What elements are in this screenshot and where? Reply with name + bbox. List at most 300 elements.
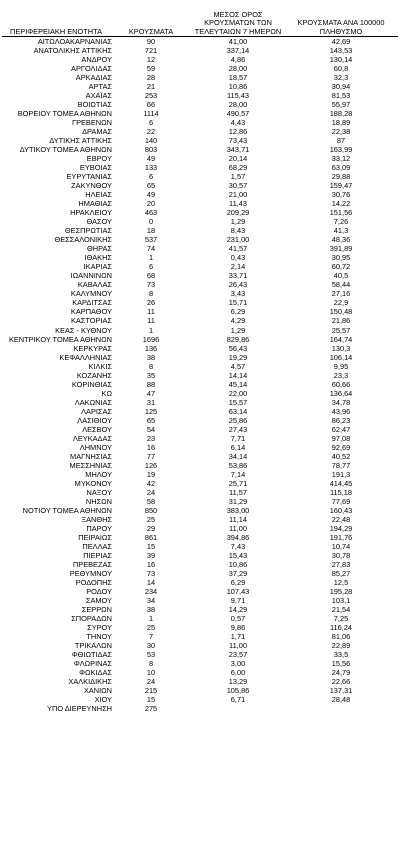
cases-cell: 26 (146, 298, 156, 308)
region-cell: ΚΑΣΤΟΡΙΑΣ (70, 316, 112, 326)
seven-day-average-cell: 28,00 (228, 100, 248, 110)
seven-day-average-cell: 9,86 (230, 623, 246, 633)
cases-cell: 38 (146, 352, 156, 362)
cases-cell: 68 (146, 271, 156, 281)
cases-cell: 19 (146, 469, 156, 479)
table-row (0, 163, 405, 172)
region-cell: ΑΙΤΩΛΟΑΚΑΡΝΑΝΙΑΣ (37, 37, 112, 46)
region-cell: ΛΕΥΚΑΔΑΣ (72, 433, 112, 443)
table-row (0, 82, 405, 91)
seven-day-average-cell: 56,43 (228, 343, 248, 353)
region-cell: ΚΕΑΣ - ΚΥΘΝΟΥ (55, 325, 112, 335)
per-100k-cell: 30,95 (331, 253, 351, 263)
per-100k-cell: 32,3 (333, 73, 349, 83)
cases-cell: 803 (144, 145, 158, 155)
region-cell: ΗΜΑΘΙΑΣ (78, 199, 112, 209)
per-100k-cell: 191,76 (329, 532, 353, 542)
cases-cell: 73 (146, 280, 156, 290)
table-row (0, 389, 405, 398)
seven-day-average-cell: 829,86 (226, 334, 250, 344)
cases-cell: 12 (146, 55, 156, 65)
table-row (0, 136, 405, 145)
region-cell: ΝΟΤΙΟΥ ΤΟΜΕΑ ΑΘΗΝΩΝ (22, 505, 112, 515)
cases-cell: 74 (146, 244, 156, 254)
region-cell: ΒΟΙΩΤΙΑΣ (77, 100, 112, 110)
cases-cell: 1 (148, 325, 154, 335)
table-row (0, 380, 405, 389)
region-cell: ΛΑΚΩΝΙΑΣ (74, 397, 112, 407)
cases-cell: 1696 (142, 334, 160, 344)
region-cell: ΝΑΞΟΥ (86, 487, 112, 497)
table-row (0, 362, 405, 371)
cases-cell: 16 (146, 442, 156, 452)
region-cell: ΦΩΚΙΔΑΣ (79, 668, 112, 678)
table-row (0, 118, 405, 127)
per-100k-cell: 81,53 (331, 91, 351, 101)
seven-day-average-cell: 337,14 (226, 46, 250, 56)
region-cell: ΕΒΡΟΥ (86, 154, 112, 164)
table-row (0, 208, 405, 217)
seven-day-average-cell: 11,00 (229, 641, 247, 651)
cases-cell: 1 (148, 253, 154, 263)
region-cell: ΚΙΛΚΙΣ (88, 361, 112, 371)
seven-day-average-cell: 12,86 (228, 127, 248, 137)
cases-cell: 38 (146, 604, 156, 614)
table-row (0, 488, 405, 497)
table-row (0, 154, 405, 163)
seven-day-average-cell: 26,43 (228, 280, 248, 290)
cases-cell: 25 (146, 623, 156, 633)
per-100k-cell (286, 704, 396, 713)
region-cell: ΠΡΕΒΕΖΑΣ (72, 559, 112, 569)
per-100k-cell: 30,94 (331, 82, 351, 92)
table-row (0, 316, 405, 325)
seven-day-average-cell: 490,57 (226, 109, 250, 119)
seven-day-average-cell: 4,29 (230, 316, 246, 326)
region-cell: ΧΑΝΙΩΝ (83, 686, 112, 696)
per-100k-cell: 40,5 (333, 271, 349, 281)
table-row (0, 614, 405, 623)
region-cell: ΒΟΡΕΙΟΥ ΤΟΜΕΑ ΑΘΗΝΩΝ (17, 109, 112, 119)
region-cell: ΦΘΙΩΤΙΔΑΣ (71, 650, 112, 660)
seven-day-average-cell: 13,29 (228, 677, 248, 687)
seven-day-average-cell: 20,14 (228, 154, 248, 164)
seven-day-average-cell: 105,86 (226, 686, 250, 696)
region-cell: ΚΩ (101, 388, 112, 398)
seven-day-average-cell: 41,00 (228, 37, 248, 46)
seven-day-average-cell: 7,14 (230, 469, 246, 479)
cases-cell: 1114 (143, 109, 159, 119)
cases-cell: 29 (146, 523, 156, 533)
region-cell: ΕΥΡΥΤΑΝΙΑΣ (66, 172, 112, 182)
region-cell: ΛΑΡΙΣΑΣ (81, 406, 112, 416)
region-cell: ΚΕΝΤΡΙΚΟΥ ΤΟΜΕΑ ΑΘΗΝΩΝ (8, 334, 112, 344)
table-row (0, 199, 405, 208)
table-row (0, 398, 405, 407)
per-100k-cell: 137,31 (329, 686, 353, 696)
per-100k-cell: 103,1 (331, 595, 351, 605)
region-cell: ΡΟΔΟΠΗΣ (75, 577, 112, 587)
seven-day-average-cell: 45,14 (228, 379, 248, 389)
table-row (0, 244, 405, 253)
table-row (0, 172, 405, 181)
table-row (0, 181, 405, 190)
cases-cell: 215 (144, 686, 158, 696)
header-region: ΠΕΡΙΦΕΡΕΙΑΚΗ ΕΝΟΤΗΤΑ (10, 27, 102, 36)
seven-day-average-cell: 7,43 (230, 541, 246, 551)
region-cell: ΠΙΕΡΙΑΣ (83, 550, 112, 560)
per-100k-cell: 34,78 (331, 397, 351, 407)
seven-day-average-cell: 28,00 (228, 64, 248, 74)
seven-day-average-cell: 25,86 (228, 415, 248, 425)
region-cell: ΑΡΤΑΣ (88, 82, 112, 92)
seven-day-average-cell: 8,43 (230, 226, 246, 236)
cases-cell: 14 (146, 577, 156, 587)
cases-cell: 16 (146, 559, 156, 569)
seven-day-average-cell: 343,71 (226, 145, 250, 155)
cases-cell: 234 (144, 586, 158, 596)
cases-cell: 21 (146, 82, 156, 92)
cases-cell: 49 (146, 190, 156, 200)
cases-cell: 25 (146, 514, 156, 524)
region-cell: ΑΡΓΟΛΙΔΑΣ (71, 64, 112, 74)
region-cell: ΑΝΑΤΟΛΙΚΗΣ ΑΤΤΙΚΗΣ (33, 46, 112, 56)
seven-day-average-cell: 19,29 (228, 352, 248, 362)
table-row (0, 262, 405, 271)
region-cell: ΚΕΦΑΛΛΗΝΙΑΣ (59, 352, 112, 362)
table-row (0, 289, 405, 298)
table-row (0, 127, 405, 136)
header-avg-line2: ΚΡΟΥΣΜΑΤΩΝ ΤΩΝ (204, 18, 272, 28)
region-cell: ΓΡΕΒΕΝΩΝ (72, 118, 112, 128)
seven-day-average-cell: 10,86 (228, 559, 248, 569)
per-100k-cell: 150,48 (329, 307, 353, 317)
per-100k-cell: 63,09 (331, 163, 351, 173)
cases-cell: 7 (148, 632, 154, 642)
cases-cell: 850 (144, 505, 158, 515)
region-cell: ΠΕΙΡΑΙΩΣ (78, 532, 112, 542)
per-100k-cell: 42,69 (331, 37, 351, 46)
seven-day-average-cell: 3,00 (230, 659, 246, 669)
cases-cell: 28 (146, 73, 156, 83)
seven-day-average-cell: 33,71 (228, 271, 248, 281)
seven-day-average-cell: 6,00 (230, 668, 246, 678)
cases-cell: 34 (146, 595, 156, 605)
per-100k-cell: 194,29 (329, 523, 353, 533)
cases-cell: 65 (146, 181, 156, 191)
seven-day-average-cell: 18,57 (228, 73, 248, 83)
cases-cell: 1 (148, 614, 154, 623)
region-cell: ΣΥΡΟΥ (87, 623, 112, 633)
region-cell: ΠΑΡΟΥ (86, 523, 112, 533)
seven-day-average-cell: 0,43 (230, 253, 246, 263)
cases-cell: 88 (146, 379, 156, 389)
table-row (0, 533, 405, 542)
cases-cell: 59 (146, 64, 156, 74)
region-cell: ΗΛΕΙΑΣ (85, 190, 112, 200)
per-100k-cell: 87 (336, 136, 346, 146)
per-100k-cell: 18,89 (331, 118, 351, 128)
seven-day-average-cell: 1,71 (230, 632, 246, 642)
region-cell: ΣΑΜΟΥ (85, 595, 112, 605)
header-per100k-line1: ΚΡΟΥΣΜΑΤΑ ΑΝΑ 100000 (297, 18, 385, 28)
table-row (0, 100, 405, 109)
table-row (0, 371, 405, 380)
cases-cell: 11 (147, 316, 155, 326)
cases-cell: 53 (146, 650, 156, 660)
region-cell: ΝΗΣΩΝ (85, 496, 112, 506)
table-row (0, 551, 405, 560)
region-cell: ΡΟΔΟΥ (86, 586, 112, 596)
seven-day-average-cell: 394,86 (226, 532, 250, 542)
table-row (0, 407, 405, 416)
cases-cell: 20 (146, 199, 156, 209)
per-100k-cell: 97,08 (331, 433, 351, 443)
table-row (0, 668, 405, 677)
per-100k-cell: 92,69 (331, 442, 351, 452)
table-row (0, 226, 405, 235)
seven-day-average-cell: 15,57 (228, 397, 248, 407)
region-cell: ΠΕΛΛΑΣ (82, 541, 112, 551)
seven-day-average-cell: 73,43 (228, 136, 248, 146)
per-100k-cell: 25,57 (331, 325, 351, 335)
cases-cell: 721 (144, 46, 158, 56)
cases-cell: 47 (146, 388, 156, 398)
per-100k-cell: 55,97 (331, 100, 351, 110)
cases-cell: 11 (147, 307, 155, 317)
cases-cell: 66 (146, 100, 156, 110)
cases-cell: 24 (146, 677, 156, 687)
seven-day-average-cell: 0,57 (230, 614, 246, 623)
region-cell: ΛΗΜΝΟΥ (79, 442, 112, 452)
seven-day-average-cell: 14,14 (228, 370, 248, 380)
region-cell: ΘΕΣΣΑΛΟΝΙΚΗΣ (54, 235, 112, 245)
cases-cell: 8 (148, 659, 154, 669)
seven-day-average-cell: 6,14 (230, 442, 246, 452)
per-100k-cell: 160,43 (329, 505, 353, 515)
table-row (0, 425, 405, 434)
table-row (0, 506, 405, 515)
cases-cell: 125 (144, 406, 158, 416)
cases-cell: 22 (146, 127, 156, 137)
region-cell: ΔΡΑΜΑΣ (82, 127, 112, 137)
cases-cell: 463 (144, 208, 158, 218)
seven-day-average-cell: 1,57 (230, 172, 246, 182)
seven-day-average-cell: 68,29 (228, 163, 248, 173)
cases-cell: 30 (146, 641, 156, 651)
per-100k-cell: 151,56 (329, 208, 353, 218)
seven-day-average-cell: 4,57 (230, 361, 246, 371)
table-row (0, 416, 405, 425)
per-100k-cell: 41,3 (333, 226, 349, 236)
header-seven-day-average (190, 11, 286, 36)
per-100k-cell: 130,3 (331, 343, 351, 353)
per-100k-cell: 12,5 (333, 577, 349, 587)
region-cell: ΘΕΣΠΡΩΤΙΑΣ (64, 226, 112, 236)
per-100k-cell: 81,06 (331, 632, 351, 642)
table-row (0, 542, 405, 551)
per-100k-cell: 191,3 (331, 469, 351, 479)
seven-day-average-cell: 53,86 (228, 460, 248, 470)
table-row (0, 55, 405, 64)
header-cases-per-100k (286, 19, 396, 36)
table-row (0, 344, 405, 353)
seven-day-average-cell: 37,29 (228, 568, 248, 578)
per-100k-cell: 33,5 (333, 650, 349, 660)
table-row (0, 298, 405, 307)
table-row (0, 434, 405, 443)
region-cell: ΔΥΤΙΚΟΥ ΤΟΜΕΑ ΑΘΗΝΩΝ (19, 145, 112, 155)
table-row (0, 470, 405, 479)
table-row (0, 235, 405, 244)
per-100k-cell: 7,26 (333, 217, 349, 227)
table-row (0, 64, 405, 73)
table-row (0, 479, 405, 488)
table-header (0, 2, 405, 36)
table-row (0, 641, 405, 650)
table-row (0, 326, 405, 335)
cases-cell: 8 (148, 289, 154, 299)
per-100k-cell: 40,52 (331, 451, 351, 461)
cases-cell: 275 (144, 704, 158, 714)
region-cell: ΦΛΩΡΙΝΑΣ (73, 659, 112, 669)
per-100k-cell: 195,28 (329, 586, 353, 596)
table-row (0, 704, 405, 713)
per-100k-cell: 14,22 (331, 199, 351, 209)
table-row (0, 524, 405, 533)
table-row (0, 497, 405, 506)
region-cell: ΙΘΑΚΗΣ (84, 253, 112, 263)
table-row (0, 307, 405, 316)
table-row (0, 190, 405, 199)
region-cell: ΤΗΝΟΥ (86, 632, 112, 642)
cases-cell: 136 (144, 343, 158, 353)
table-row (0, 605, 405, 614)
per-100k-cell: 159,47 (329, 181, 353, 191)
seven-day-average-cell: 22,00 (228, 388, 248, 398)
cases-cell: 49 (146, 154, 156, 164)
table-row (0, 596, 405, 605)
region-cell: ΙΚΑΡΙΑΣ (83, 262, 112, 272)
cases-cell: 31 (146, 397, 156, 407)
per-100k-cell: 22,66 (331, 677, 351, 687)
seven-day-average-cell: 4,43 (230, 118, 246, 128)
region-cell: ΡΕΘΥΜΝΟΥ (69, 568, 112, 578)
region-cell: ΜΑΓΝΗΣΙΑΣ (70, 451, 112, 461)
table-row (0, 271, 405, 280)
region-cell: ΞΑΝΘΗΣ (81, 514, 112, 524)
per-100k-cell: 22,38 (331, 127, 351, 137)
per-100k-cell: 58,44 (331, 280, 351, 290)
region-cell: ΑΧΑΪΑΣ (85, 91, 112, 101)
table-row (0, 46, 405, 55)
per-100k-cell: 130,14 (329, 55, 353, 65)
per-100k-cell: 27,83 (331, 559, 351, 569)
table-row (0, 217, 405, 226)
seven-day-average-cell: 11,14 (229, 514, 247, 524)
cases-cell: 133 (144, 163, 158, 173)
per-100k-cell: 116,24 (329, 623, 353, 633)
table-row (0, 632, 405, 641)
seven-day-average-cell: 115,43 (226, 91, 250, 101)
per-100k-cell: 30,78 (331, 550, 351, 560)
region-cell: ΑΡΚΑΔΙΑΣ (75, 73, 112, 83)
region-cell: ΜΕΣΣΗΝΙΑΣ (69, 460, 112, 470)
cases-cell: 90 (146, 37, 156, 46)
per-100k-cell: 86,23 (331, 415, 351, 425)
region-cell: ΧΑΛΚΙΔΙΚΗΣ (68, 677, 112, 687)
table-row (0, 280, 405, 289)
table-row (0, 560, 405, 569)
per-100k-cell: 22,89 (331, 641, 351, 651)
seven-day-average-cell: 10,86 (228, 82, 248, 92)
seven-day-average-cell: 11,57 (229, 487, 247, 497)
table-row (0, 443, 405, 452)
region-cell: ΚΟΖΑΝΗΣ (76, 370, 112, 380)
per-100k-cell: 10,74 (331, 541, 351, 551)
table-body (0, 37, 405, 713)
seven-day-average-cell: 21,00 (228, 190, 248, 200)
cases-cell: 10 (146, 668, 156, 678)
cases-cell: 73 (146, 568, 156, 578)
table-row (0, 695, 405, 704)
cases-cell: 126 (144, 460, 158, 470)
per-100k-cell: 24,79 (331, 668, 351, 678)
per-100k-cell: 7,25 (333, 614, 349, 623)
per-100k-cell: 60,8 (333, 64, 349, 74)
seven-day-average-cell: 41,57 (228, 244, 248, 254)
region-cell: ΘΑΣΟΥ (86, 217, 112, 227)
seven-day-average-cell: 7,71 (230, 433, 246, 443)
region-cell: ΜΥΚΟΝΟΥ (74, 478, 112, 488)
seven-day-average-cell: 1,29 (230, 325, 246, 335)
per-100k-cell: 28,48 (331, 695, 351, 705)
per-100k-cell: 143,53 (329, 46, 353, 56)
seven-day-average-cell: 1,29 (230, 217, 246, 227)
cases-cell: 39 (146, 550, 156, 560)
cases-cell: 15 (146, 695, 156, 705)
cases-cell: 65 (146, 415, 156, 425)
seven-day-average-cell: 6,29 (230, 307, 246, 317)
per-100k-cell: 136,64 (329, 388, 353, 398)
per-100k-cell: 21,54 (331, 604, 351, 614)
cases-cell: 537 (144, 235, 158, 245)
cases-cell: 35 (146, 370, 156, 380)
region-cell: ΧΙΟΥ (94, 695, 112, 705)
table-row (0, 659, 405, 668)
seven-day-average-cell: 3,43 (230, 289, 246, 299)
per-100k-cell: 33,12 (331, 154, 351, 164)
region-cell: ΚΑΡΠΑΘΟΥ (70, 307, 112, 317)
region-cell: ΣΕΡΡΩΝ (81, 604, 112, 614)
cases-cell: 8 (148, 361, 154, 371)
seven-day-average-cell: 15,71 (228, 298, 248, 308)
per-100k-cell: 15,56 (331, 659, 351, 669)
table-row (0, 37, 405, 46)
seven-day-average-cell: 9,71 (230, 595, 246, 605)
per-100k-cell: 164,74 (329, 334, 353, 344)
per-100k-cell: 414,45 (329, 478, 353, 488)
per-100k-cell: 27,16 (331, 289, 351, 299)
per-100k-cell: 22,48 (331, 514, 351, 524)
per-100k-cell: 77,69 (331, 496, 351, 506)
table-row (0, 109, 405, 118)
table-row (0, 91, 405, 100)
seven-day-average-cell: 6,29 (230, 577, 246, 587)
table-row (0, 73, 405, 82)
cases-cell: 77 (146, 451, 156, 461)
seven-day-average-cell: 209,29 (226, 208, 250, 218)
